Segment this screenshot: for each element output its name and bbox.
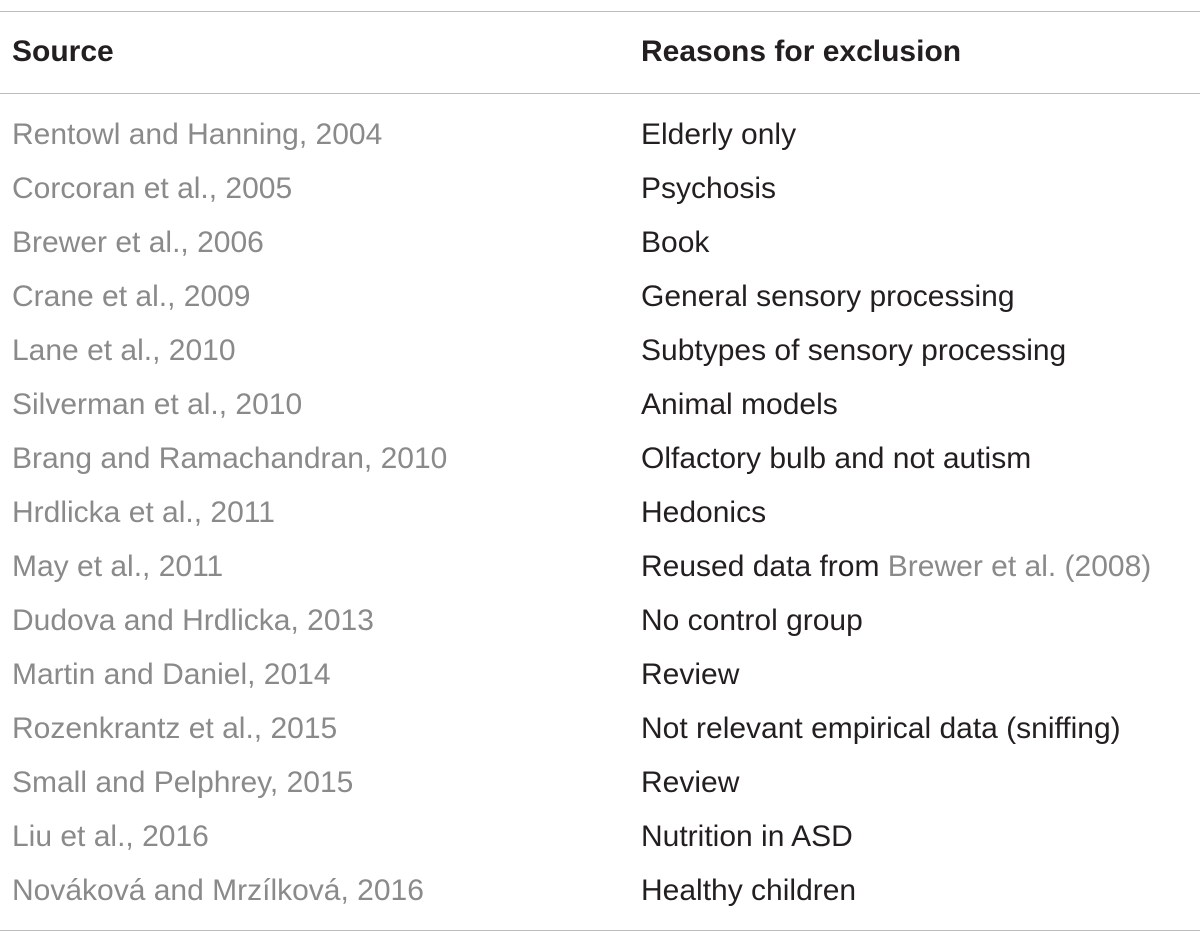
table-row [0, 648, 1200, 702]
table-row [0, 162, 1200, 216]
table-row [0, 540, 1200, 594]
reason-cell: Hedonics [641, 496, 767, 529]
table-row [0, 270, 1200, 324]
table-body [0, 108, 1200, 918]
table-bottom-rule [0, 930, 1200, 931]
reason-cell: Subtypes of sensory processing [641, 334, 1067, 367]
reason-cell: Review [641, 658, 740, 691]
source-cell: Lane et al., 2010 [12, 334, 236, 367]
table-row [0, 324, 1200, 378]
reason-cell: Review [641, 766, 740, 799]
header-source: Source [12, 35, 114, 68]
source-cell: Rozenkrantz et al., 2015 [12, 712, 338, 745]
source-cell: Silverman et al., 2010 [12, 388, 303, 421]
table-row [0, 594, 1200, 648]
reason-cell [641, 550, 1151, 584]
header-reason: Reasons for exclusion [641, 35, 962, 68]
reason-cell: Nutrition in ASD [641, 820, 853, 853]
reason-cell: General sensory processing [641, 280, 1015, 313]
source-cell: Brang and Ramachandran, 2010 [12, 442, 448, 475]
source-cell: Corcoran et al., 2005 [12, 172, 293, 205]
citation-link[interactable]: Brewer et al. (2008) [887, 550, 1152, 583]
source-cell: Dudova and Hrdlicka, 2013 [12, 604, 374, 637]
table-row [0, 432, 1200, 486]
table-row [0, 810, 1200, 864]
source-cell: Liu et al., 2016 [12, 820, 209, 853]
table-top-rule [0, 11, 1200, 12]
reason-cell: Animal models [641, 388, 838, 421]
source-cell: May et al., 2011 [12, 550, 224, 583]
source-cell: Brewer et al., 2006 [12, 226, 264, 259]
table-row [0, 378, 1200, 432]
table-header-rule [0, 93, 1200, 94]
source-cell: Rentowl and Hanning, 2004 [12, 118, 383, 151]
reason-cell: Healthy children [641, 874, 857, 907]
reason-cell: Not relevant empirical data (sniffing) [641, 712, 1121, 745]
source-cell: Crane et al., 2009 [12, 280, 251, 313]
source-cell: Nováková and Mrzílková, 2016 [12, 874, 424, 907]
table-row [0, 108, 1200, 162]
table-row [0, 216, 1200, 270]
table-header-row [0, 30, 1200, 74]
reason-cell: Psychosis [641, 172, 777, 205]
reason-cell: Book [641, 226, 710, 259]
table-row [0, 756, 1200, 810]
reason-cell: Olfactory bulb and not autism [641, 442, 1032, 475]
source-cell: Martin and Daniel, 2014 [12, 658, 331, 691]
source-cell: Hrdlicka et al., 2011 [12, 496, 275, 529]
reason-cell: Elderly only [641, 118, 797, 151]
table-row [0, 864, 1200, 918]
source-cell: Small and Pelphrey, 2015 [12, 766, 354, 799]
table-row [0, 486, 1200, 540]
reason-text: Reused data from [641, 550, 888, 583]
table-row [0, 702, 1200, 756]
reason-cell: No control group [641, 604, 863, 637]
